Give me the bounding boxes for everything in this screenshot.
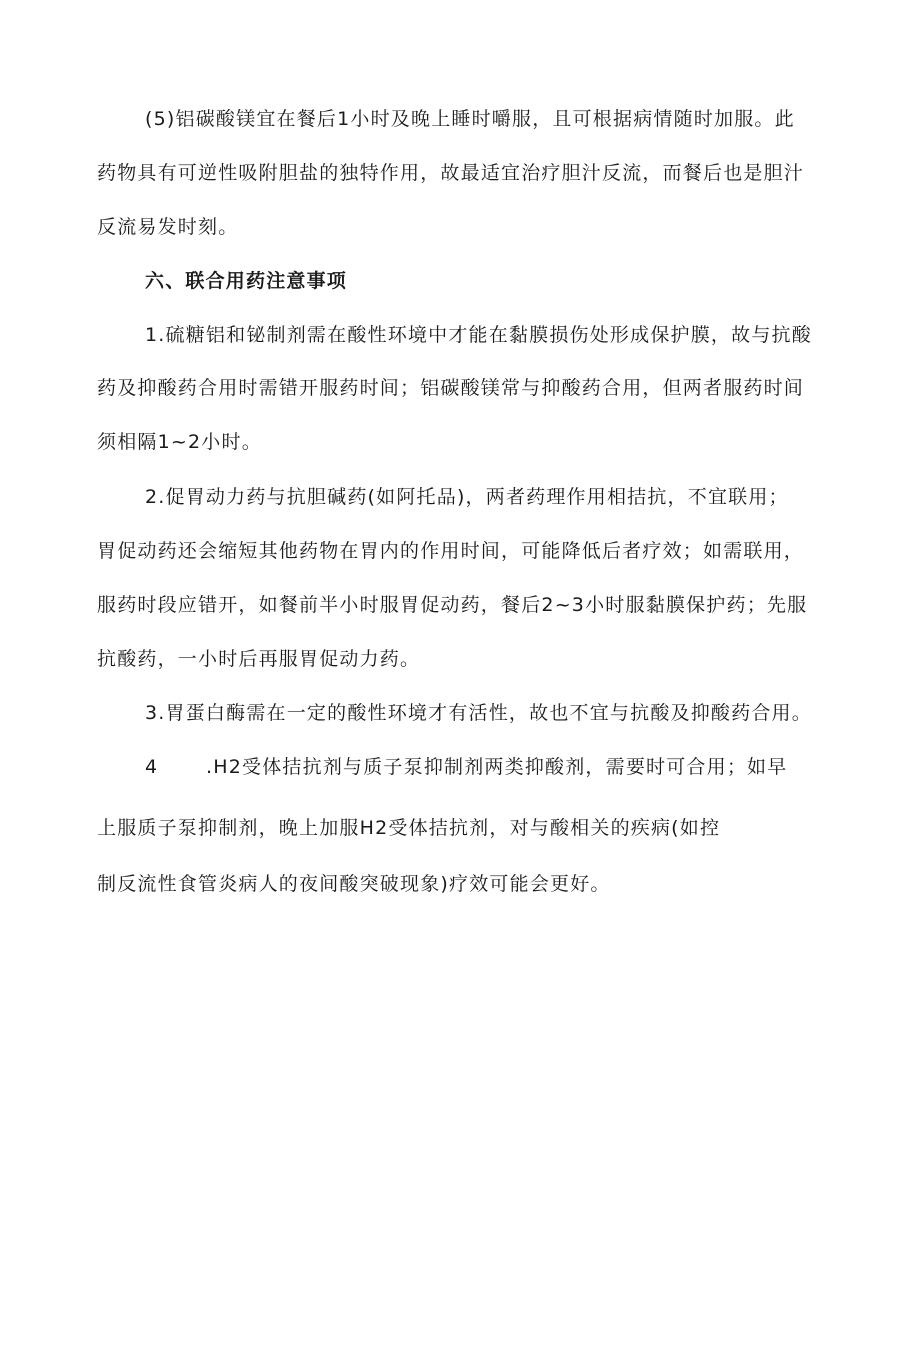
item3-line-1: 3.胃蛋白酶需在一定的酸性环境才有活性，故也不宜与抗酸及抑酸药合用。: [145, 702, 812, 724]
item2-line-1: 2.促胃动力药与抗胆碱药(如阿托品)，两者药理作用相拮抗，不宜联用；: [145, 486, 789, 508]
item4-line-2: 上服质子泵抑制剂，晚上加服H2受体拮抗剂，对与酸相关的疾病(如控: [97, 817, 721, 839]
section5-line-3: 反流易发时刻。: [97, 216, 239, 238]
item4-line-3: 制反流性食管炎病人的夜间酸突破现象)疗效可能会更好。: [97, 873, 611, 895]
item1-line-3: 须相隔1~2小时。: [97, 431, 262, 453]
item2-line-2: 胃促动药还会缩短其他药物在胃内的作用时间，可能降低后者疗效；如需联用，: [97, 540, 805, 562]
item2-line-4: 抗酸药，一小时后再服胃促动力药。: [97, 648, 421, 670]
section-heading: 六、联合用药注意事项: [145, 270, 348, 292]
item1-line-1: 1.硫糖铝和铋制剂需在酸性环境中才能在黏膜损伤处形成保护膜，故与抗酸: [145, 324, 812, 346]
section5-line-2: 药物具有可逆性吸附胆盐的独特作用，故最适宜治疗胆汁反流，而餐后也是胆汁: [97, 162, 805, 184]
section5-line-1: (5)铝碳酸镁宜在餐后1小时及晚上睡时嚼服，且可根据病情随时加服。此: [145, 108, 795, 130]
item4-number: 4: [145, 756, 159, 778]
item4-line-1: .H2受体拮抗剂与质子泵抑制剂两类抑酸剂，需要时可合用；如早: [206, 756, 788, 778]
item1-line-2: 药及抑酸药合用时需错开服药时间；铝碳酸镁常与抑酸药合用，但两者服药时间: [97, 377, 805, 399]
item2-line-3: 服药时段应错开，如餐前半小时服胃促动药，餐后2~3小时服黏膜保护药；先服: [97, 594, 808, 616]
